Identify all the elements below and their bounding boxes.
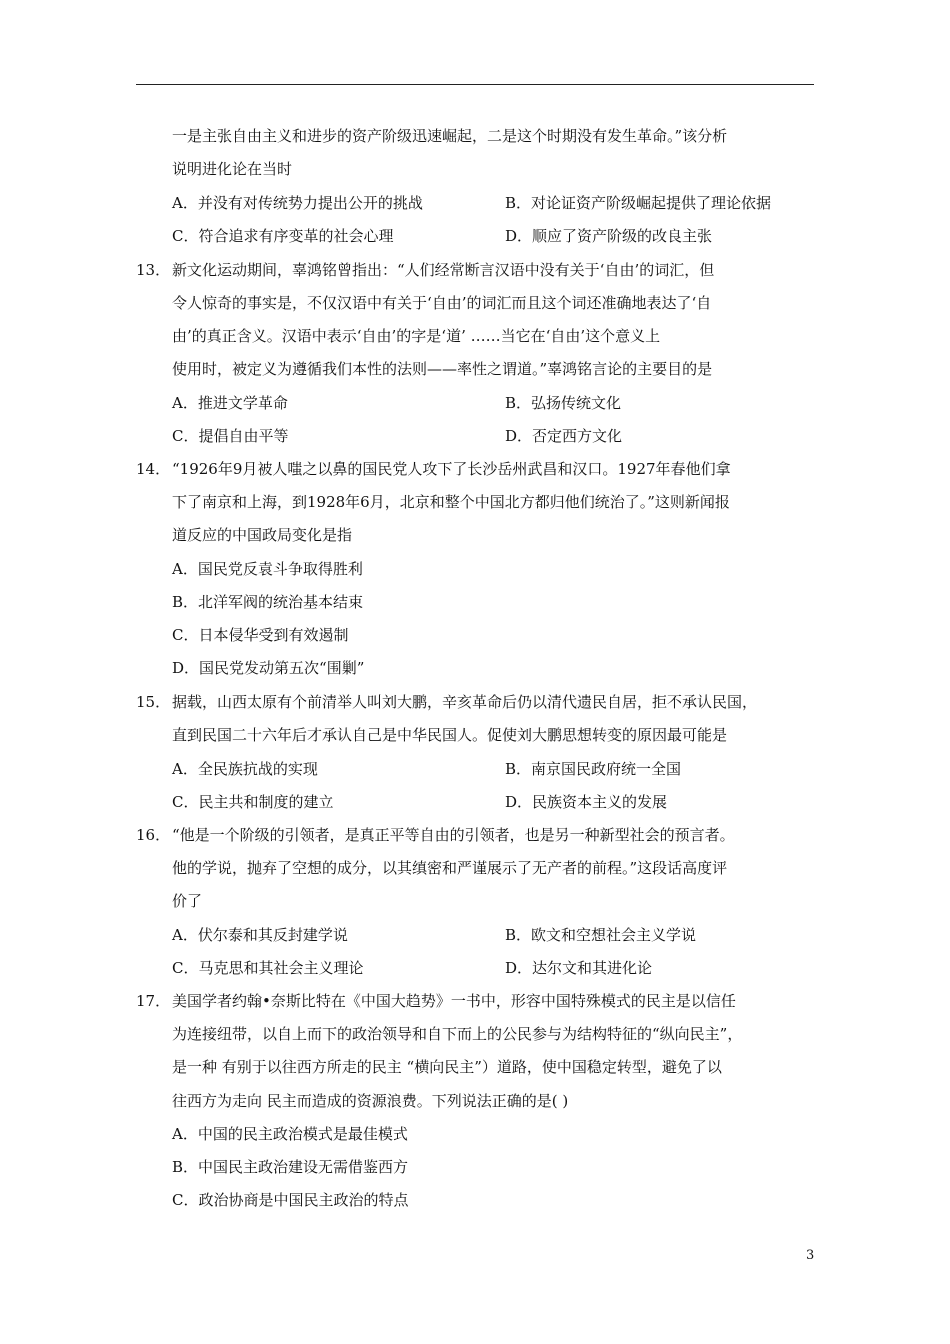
question-14-text: “1926年9月被人嗤之以鼻的国民党人攻下了长沙岳州武昌和汉口。1927年春他们拿 [172, 460, 731, 478]
intro-option-c: C．符合追求有序变革的社会心理 [172, 227, 394, 245]
question-15-option-d: D．民族资本主义的发展 [505, 793, 668, 811]
intro-option-a: A．并没有对传统势力提出公开的挑战 [172, 194, 423, 212]
question-14-option-c: C．日本侵华受到有效遏制 [172, 626, 349, 644]
question-17-option-c: C．政治协商是中国民主政治的特点 [172, 1191, 409, 1209]
question-15-number: 15． [136, 693, 171, 711]
question-17-number: 17． [136, 992, 171, 1010]
page-number: 3 [806, 1248, 815, 1263]
question-16-number: 16． [136, 826, 171, 844]
question-15-option-b: B．南京国民政府统一全国 [505, 760, 682, 778]
question-13-number: 13． [136, 261, 171, 279]
question-14-number: 14． [136, 460, 171, 478]
intro-line: 说明进化论在当时 [172, 160, 293, 178]
question-13-option-b: B．弘扬传统文化 [505, 394, 622, 412]
intro-option-b: B．对论证资产阶级崛起提供了理论依据 [505, 194, 772, 212]
question-17-option-b: B．中国民主政治建设无需借鉴西方 [172, 1158, 409, 1176]
question-17-text: 是一种 有别于以往西方所走的民主 “横向民主”）道路，使中国稳定转型，避免了以 [172, 1058, 722, 1076]
question-14-option-d: D．国民党发动第五次“围剿” [172, 659, 365, 677]
question-17-option-a: A．中国的民主政治模式是最佳模式 [172, 1125, 408, 1143]
question-17-text: 美国学者约翰•奈斯比特在《中国大趋势》一书中，形容中国特殊模式的民主是以信任 [172, 992, 736, 1010]
question-14-option-a: A．国民党反袁斗争取得胜利 [172, 560, 363, 578]
question-17-text: 往西方为走向 民主而造成的资源浪费。下列说法正确的是( ) [172, 1092, 569, 1110]
question-14-option-b: B．北洋军阀的统治基本结束 [172, 593, 364, 611]
question-17-text: 为连接纽带，以自上而下的政治领导和自下而上的公民参与为结构特征的“纵向民主”， [172, 1025, 743, 1043]
question-13-text: 使用时，被定义为遵循我们本性的法则——率性之谓道。”辜鸿铭言论的主要目的是 [172, 360, 713, 378]
question-14-text: 道反应的中国政局变化是指 [172, 526, 353, 544]
question-16-text: 价了 [172, 892, 203, 910]
question-15-text: 直到民国二十六年后才承认自己是中华民国人。促使刘大鹏思想转变的原因最可能是 [172, 726, 728, 744]
question-15-text: 据载，山西太原有个前清举人叫刘大鹏，辛亥革命后仍以清代遗民自居，拒不承认民国， [172, 693, 758, 711]
question-15-option-a: A．全民族抗战的实现 [172, 760, 318, 778]
question-13-option-d: D．否定西方文化 [505, 427, 623, 445]
intro-line: 一是主张自由主义和进步的资产阶级迅速崛起，二是这个时期没有发生革命。”该分析 [172, 127, 728, 145]
question-13-text: 令人惊奇的事实是，不仅汉语中有关于‘自由’的词汇而且这个词还准确地表达了‘自 [172, 294, 712, 312]
question-16-text: “他是一个阶级的引领者，是真正平等自由的引领者，也是另一种新型社会的预言者。 [172, 826, 735, 844]
question-13-text: 新文化运动期间，辜鸿铭曾指出：“人们经常断言汉语中没有关于‘自由’的词汇，但 [172, 261, 715, 279]
question-16-option-a: A．伏尔泰和其反封建学说 [172, 926, 348, 944]
question-13-option-c: C．提倡自由平等 [172, 427, 289, 445]
question-13-option-a: A．推进文学革命 [172, 394, 288, 412]
question-13-text: 由’的真正含义。汉语中表示‘自由’的字是‘道’ ……当它在‘自由’这个意义上 [172, 327, 661, 345]
question-16-option-b: B．欧文和空想社会主义学说 [505, 926, 697, 944]
question-14-text: 下了南京和上海，到1928年6月，北京和整个中国北方都归他们统治了。”这则新闻报 [172, 493, 730, 511]
intro-option-d: D．顺应了资产阶级的改良主张 [505, 227, 713, 245]
header-rule [136, 84, 814, 85]
question-16-option-c: C．马克思和其社会主义理论 [172, 959, 364, 977]
question-15-option-c: C．民主共和制度的建立 [172, 793, 334, 811]
question-16-option-d: D．达尔文和其进化论 [505, 959, 653, 977]
question-16-text: 他的学说，抛弃了空想的成分，以其缜密和严谨展示了无产者的前程。”这段话高度评 [172, 859, 728, 877]
